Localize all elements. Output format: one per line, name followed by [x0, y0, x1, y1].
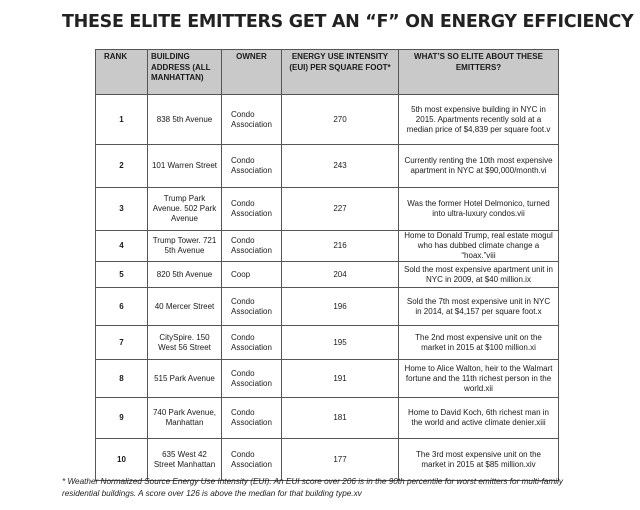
row-elite: Sold the most expensive apartment unit in NYC in 2009, at $40 million.ix	[399, 262, 559, 288]
row-eui: 216	[282, 231, 399, 262]
table-row	[96, 288, 559, 326]
row-eui: 177	[282, 439, 399, 481]
row-rank: 2	[96, 145, 148, 188]
row-owner: Coop	[222, 262, 282, 288]
row-owner: Condo Association	[222, 439, 282, 481]
row-rank: 4	[96, 231, 148, 262]
row-owner: Condo Association	[222, 326, 282, 360]
row-owner: Condo Association	[222, 188, 282, 231]
row-eui: 227	[282, 188, 399, 231]
row-elite: Was the former Hotel Delmonico, turned into ultra-luxury condos.vii	[399, 188, 559, 231]
header-eui: ENERGY USE INTENSITY (EUI) PER SQUARE FOOT*	[282, 50, 399, 95]
row-address: Trump Park Avenue. 502 Park Avenue	[148, 188, 222, 231]
table-row	[96, 188, 559, 231]
row-eui: 181	[282, 398, 399, 439]
header-rank: RANK	[96, 50, 148, 95]
row-address: 740 Park Avenue, Manhattan	[148, 398, 222, 439]
row-address: CitySpire. 150 West 56 Street	[148, 326, 222, 360]
table-row	[96, 145, 559, 188]
row-address: 838 5th Avenue	[148, 95, 222, 145]
row-elite: Sold the 7th most expensive unit in NYC in 2014, at $4,157 per square foot.x	[399, 288, 559, 326]
table-row	[96, 231, 559, 262]
row-rank: 10	[96, 439, 148, 481]
row-address: 820 5th Avenue	[148, 262, 222, 288]
table-row	[96, 95, 559, 145]
row-rank: 9	[96, 398, 148, 439]
row-address: 40 Mercer Street	[148, 288, 222, 326]
table-row	[96, 439, 559, 481]
header-owner: OWNER	[222, 50, 282, 95]
row-owner: Condo Association	[222, 398, 282, 439]
row-elite: The 2nd most expensive unit on the market in 2015 at $100 million.xi	[399, 326, 559, 360]
header-elite: WHAT’S SO ELITE ABOUT THESE EMITTERS?	[399, 50, 559, 95]
row-rank: 5	[96, 262, 148, 288]
row-owner: Condo Association	[222, 360, 282, 398]
row-address: 515 Park Avenue	[148, 360, 222, 398]
table-row	[96, 360, 559, 398]
row-eui: 191	[282, 360, 399, 398]
emitters-table	[95, 49, 559, 481]
table-row	[96, 262, 559, 288]
row-elite: Home to Donald Trump, real estate mogul who has dubbed climate change a “hoax.”viii	[399, 231, 559, 262]
row-owner: Condo Association	[222, 231, 282, 262]
page-title: THESE ELITE EMITTERS GET AN “F” ON ENERGY EFFICIENCY	[62, 12, 634, 32]
row-eui: 243	[282, 145, 399, 188]
row-rank: 6	[96, 288, 148, 326]
row-eui: 196	[282, 288, 399, 326]
row-elite: Currently renting the 10th most expensive apartment in NYC at $90,000/month.vi	[399, 145, 559, 188]
table-header-row	[96, 50, 559, 95]
row-rank: 8	[96, 360, 148, 398]
row-owner: Condo Association	[222, 288, 282, 326]
row-eui: 270	[282, 95, 399, 145]
row-address: Trump Tower. 721 5th Avenue	[148, 231, 222, 262]
row-elite: The 3rd most expensive unit on the market in 2015 at $85 million.xiv	[399, 439, 559, 481]
row-rank: 3	[96, 188, 148, 231]
table-row	[96, 326, 559, 360]
footnote: * Weather Normalized Source Energy Use Intensity (EUI). An EUI score over 206 is in the 90th percentile for worst emitters for multi-family residential buildings. A score over 126 is above the median for that building type.xv	[62, 477, 563, 498]
row-owner: Condo Association	[222, 95, 282, 145]
row-elite: 5th most expensive building in NYC in 2015. Apartments recently sold at a median price of $4,839 per square foot.v	[399, 95, 559, 145]
row-address: 101 Warren Street	[148, 145, 222, 188]
row-elite: Home to David Koch, 6th richest man in the world and active climate denier.xiii	[399, 398, 559, 439]
row-owner: Condo Association	[222, 145, 282, 188]
row-elite: Home to Alice Walton, heir to the Walmart fortune and the 11th richest person in the world.xii	[399, 360, 559, 398]
row-rank: 7	[96, 326, 148, 360]
row-eui: 204	[282, 262, 399, 288]
row-address: 635 West 42 Street Manhattan	[148, 439, 222, 481]
row-rank: 1	[96, 95, 148, 145]
table-row	[96, 398, 559, 439]
row-eui: 195	[282, 326, 399, 360]
header-address: BUILDING ADDRESS (ALL MANHATTAN)	[148, 50, 222, 95]
